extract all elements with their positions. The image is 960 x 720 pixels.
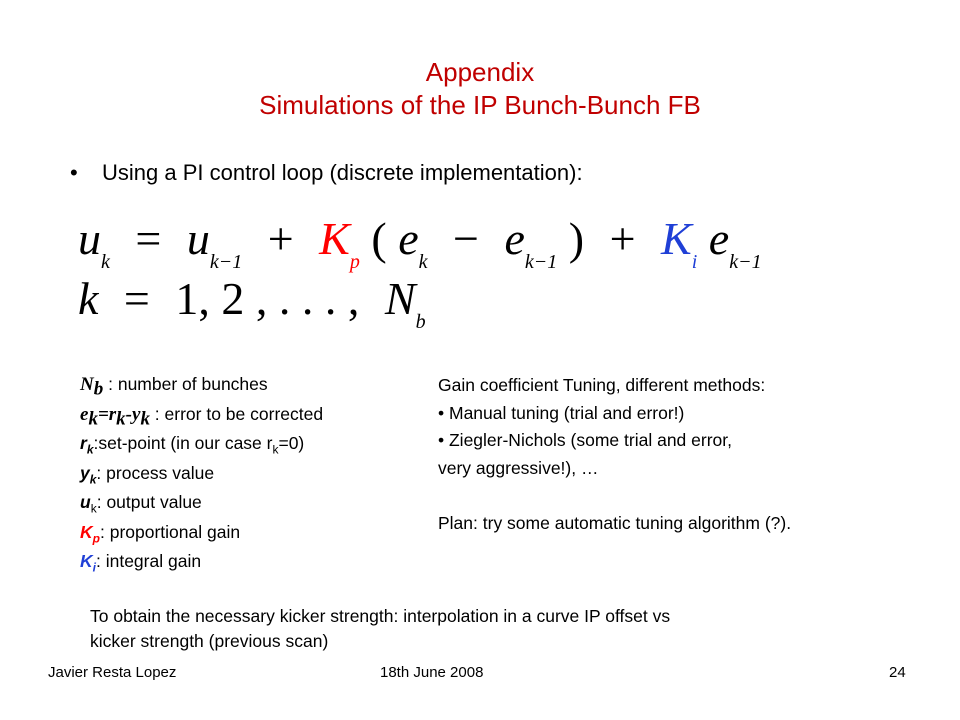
bunch-index-equation [78,272,426,333]
footer-author: Javier Resta Lopez [48,664,177,681]
eq1-sub-p: p [349,251,360,273]
eq1-sub-i: i [691,251,698,273]
def-rk-symbol: r [80,433,87,453]
eq1-open-paren: ( [371,213,387,264]
def-rk [80,429,323,459]
def-rk-sep: : [93,433,99,453]
eq1-Ki: K [661,213,692,264]
gain-tuning-notes [438,372,791,537]
def-nb-sub: b [93,378,104,400]
eq2-equals: = [123,273,150,324]
def-kp-sep: : [99,521,105,542]
def-rk-sub: k [86,442,94,457]
def-yk-sub: k [89,472,97,486]
eq1-e-sub-k-minus-1: k−1 [524,251,558,273]
gain-plan: Plan: try some automatic tuning algorithm (?). [438,512,792,533]
def-uk [80,488,323,518]
gain-item-manual: • Manual tuning (trial and error!) [438,402,685,423]
eq1-u-prev: u [186,213,210,264]
gain-item-ziegler-1: • Ziegler-Nichols (some trial and error, [438,430,732,450]
eq1-sub-k-minus-1: k−1 [209,251,243,273]
def-kp [80,518,323,548]
kicker-strength-note [90,604,670,654]
bottom-note-line-1: To obtain the necessary kicker strength: interpolation in a curve IP offset vs [90,606,671,626]
eq1-equals: = [135,213,162,264]
eq1-minus: − [453,213,479,264]
footer-page-number: 24 [889,664,906,681]
eq1-u: u [78,213,101,264]
def-ek-sub: k [88,408,98,429]
def-ek-mid: =r [97,403,117,425]
def-uk-text: output value [101,492,202,512]
def-kp-symbol: K [80,521,93,542]
eq2-N: N [384,273,416,324]
eq1-e-last-sub: k−1 [729,251,762,273]
def-rk-text-sub: k [272,442,279,457]
gain-heading: Gain coefficient Tuning, different methods: [438,375,766,395]
def-yk-sep: : [96,462,102,483]
slide-title [0,56,960,122]
def-ek-sep: : [149,403,160,424]
def-nb-text: number of bunches [112,374,268,394]
eq2-k: k [78,273,99,324]
def-rk-text: set-point (in our case r [98,433,273,453]
gain-item-ziegler-2: very aggressive!), … [438,457,599,478]
footer-date: 18th June 2008 [380,664,484,681]
def-ki-text: integral gain [100,551,202,571]
def-rk-text-end: =0) [278,433,305,453]
def-nb-sep: : [103,374,113,394]
eq1-close-paren: ) [568,213,585,264]
eq1-Kp: K [319,213,350,264]
def-ek-text: error to be corrected [159,403,324,424]
def-nb-symbol: N [80,374,94,395]
title-line-1: Appendix [425,57,535,87]
eq1-sub-k: k [101,251,110,273]
eq1-e-sub-k: k [418,251,428,273]
def-kp-text: proportional gain [104,521,241,542]
def-nb [80,370,323,400]
eq1-e: e [398,213,419,264]
eq2-sub-b: b [415,311,426,333]
def-ek [80,400,323,430]
def-yk-text: process value [101,462,215,483]
def-yk-symbol: y [80,462,90,483]
bullet-item [70,160,583,186]
eq1-e-prev: e [504,213,525,264]
pi-control-equation [78,212,762,273]
def-ek-sub2: k [116,408,126,429]
bullet-text: Using a PI control loop (discrete implementation): [102,160,583,185]
def-ki [80,547,323,577]
title-line-2: Simulations of the IP Bunch-Bunch FB [259,90,701,120]
def-ek-sub3: k [140,408,150,429]
def-ki-sep: : [95,551,101,571]
def-uk-symbol: u [80,492,91,512]
def-ek-symbol: e [80,403,89,425]
def-ki-symbol: K [80,551,93,571]
def-ek-mid2: -y [125,403,141,425]
eq1-plus-2: + [609,213,636,264]
bottom-note-line-2: kicker strength (previous scan) [90,631,329,651]
eq1-e-last: e [708,213,730,264]
def-kp-sub: p [92,531,100,545]
def-ki-sub: i [92,560,96,575]
eq1-plus-1: + [267,213,294,264]
bullet-glyph: • [70,160,78,185]
def-yk [80,459,323,489]
eq2-range: 1, 2 , . . . , [175,273,360,324]
def-uk-sub: k [90,501,97,516]
def-uk-sep: : [96,492,102,512]
variable-definitions [80,370,323,577]
